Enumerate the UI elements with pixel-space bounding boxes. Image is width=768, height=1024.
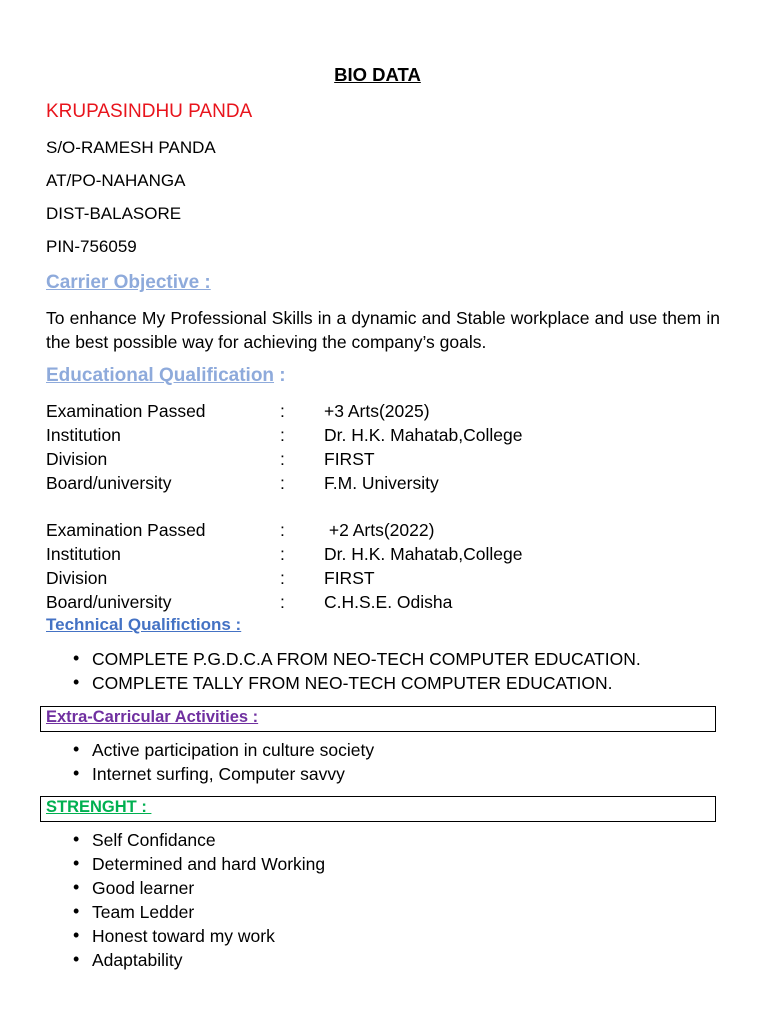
extra-item: Internet surfing, Computer savvy: [92, 764, 345, 784]
address-line-district: DIST-BALASORE: [46, 204, 182, 223]
bullet-icon: •: [73, 763, 80, 783]
bullet-icon: •: [73, 829, 80, 849]
strength-item: Honest toward my work: [92, 926, 275, 946]
bullet-icon: •: [73, 901, 80, 921]
education-heading-suffix: :: [274, 365, 286, 386]
edu2-exam-value: +2 Arts(2022): [324, 520, 435, 540]
edu2-institution-colon: :: [280, 544, 285, 564]
edu2-division-colon: :: [280, 568, 285, 588]
edu2-institution-label: Institution: [46, 544, 121, 564]
objective-text: To enhance My Professional Skills in a dynamic and Stable workplace and use them in the best possible way for achieving the company’s goals.: [46, 308, 720, 352]
extra-heading: Extra-Carricular Activities :: [46, 708, 259, 726]
address-line-father: S/O-RAMESH PANDA: [46, 138, 216, 157]
edu2-board-value: C.H.S.E. Odisha: [324, 592, 453, 612]
edu2-division-label: Division: [46, 568, 108, 588]
strength-item: Team Ledder: [92, 902, 195, 922]
extra-item: Active participation in culture society: [92, 740, 375, 760]
edu2-exam-colon: :: [280, 520, 285, 540]
strength-item: Good learner: [92, 878, 195, 898]
candidate-name: KRUPASINDHU PANDA: [46, 101, 253, 122]
edu1-division-label: Division: [46, 449, 108, 469]
edu1-board-label: Board/university: [46, 473, 172, 493]
strength-heading: STRENGHT :: [46, 798, 152, 816]
edu1-board-value: F.M. University: [324, 473, 439, 493]
edu1-exam-label: Examination Passed: [46, 401, 206, 421]
edu1-exam-colon: :: [280, 401, 285, 421]
technical-heading: Technical Qualifictions :: [46, 615, 242, 634]
strength-item: Self Confidance: [92, 830, 216, 850]
education-heading-label: Educational Qualification: [46, 365, 275, 386]
education-heading: [46, 365, 286, 387]
address-line-village: AT/PO-NAHANGA: [46, 171, 186, 190]
technical-item: COMPLETE TALLY FROM NEO-TECH COMPUTER EDUCATION.: [92, 673, 613, 693]
edu2-exam-label: Examination Passed: [46, 520, 206, 540]
edu1-institution-label: Institution: [46, 425, 121, 445]
bullet-icon: •: [73, 648, 80, 668]
document-title: BIO DATA: [334, 64, 421, 85]
bullet-icon: •: [73, 877, 80, 897]
edu2-division-value: FIRST: [324, 568, 375, 588]
edu1-division-colon: :: [280, 449, 285, 469]
edu1-division-value: FIRST: [324, 449, 375, 469]
strength-item: Adaptability: [92, 950, 183, 970]
edu1-board-colon: :: [280, 473, 285, 493]
edu1-institution-value: Dr. H.K. Mahatab,College: [324, 425, 523, 445]
extra-heading-box: [40, 706, 716, 732]
strength-item: Determined and hard Working: [92, 854, 326, 874]
technical-item: COMPLETE P.G.D.C.A FROM NEO-TECH COMPUTER EDUCATION.: [92, 649, 641, 669]
edu2-board-colon: :: [280, 592, 285, 612]
bullet-icon: •: [73, 925, 80, 945]
bullet-icon: •: [73, 739, 80, 759]
address-line-pin: PIN-756059: [46, 237, 137, 256]
edu2-board-label: Board/university: [46, 592, 172, 612]
bullet-icon: •: [73, 949, 80, 969]
edu1-institution-colon: :: [280, 425, 285, 445]
bullet-icon: •: [73, 853, 80, 873]
edu1-exam-value: +3 Arts(2025): [324, 401, 430, 421]
strength-heading-box: [40, 796, 716, 822]
bullet-icon: •: [73, 672, 80, 692]
objective-heading: Carrier Objective :: [46, 272, 211, 293]
edu2-institution-value: Dr. H.K. Mahatab,College: [324, 544, 523, 564]
